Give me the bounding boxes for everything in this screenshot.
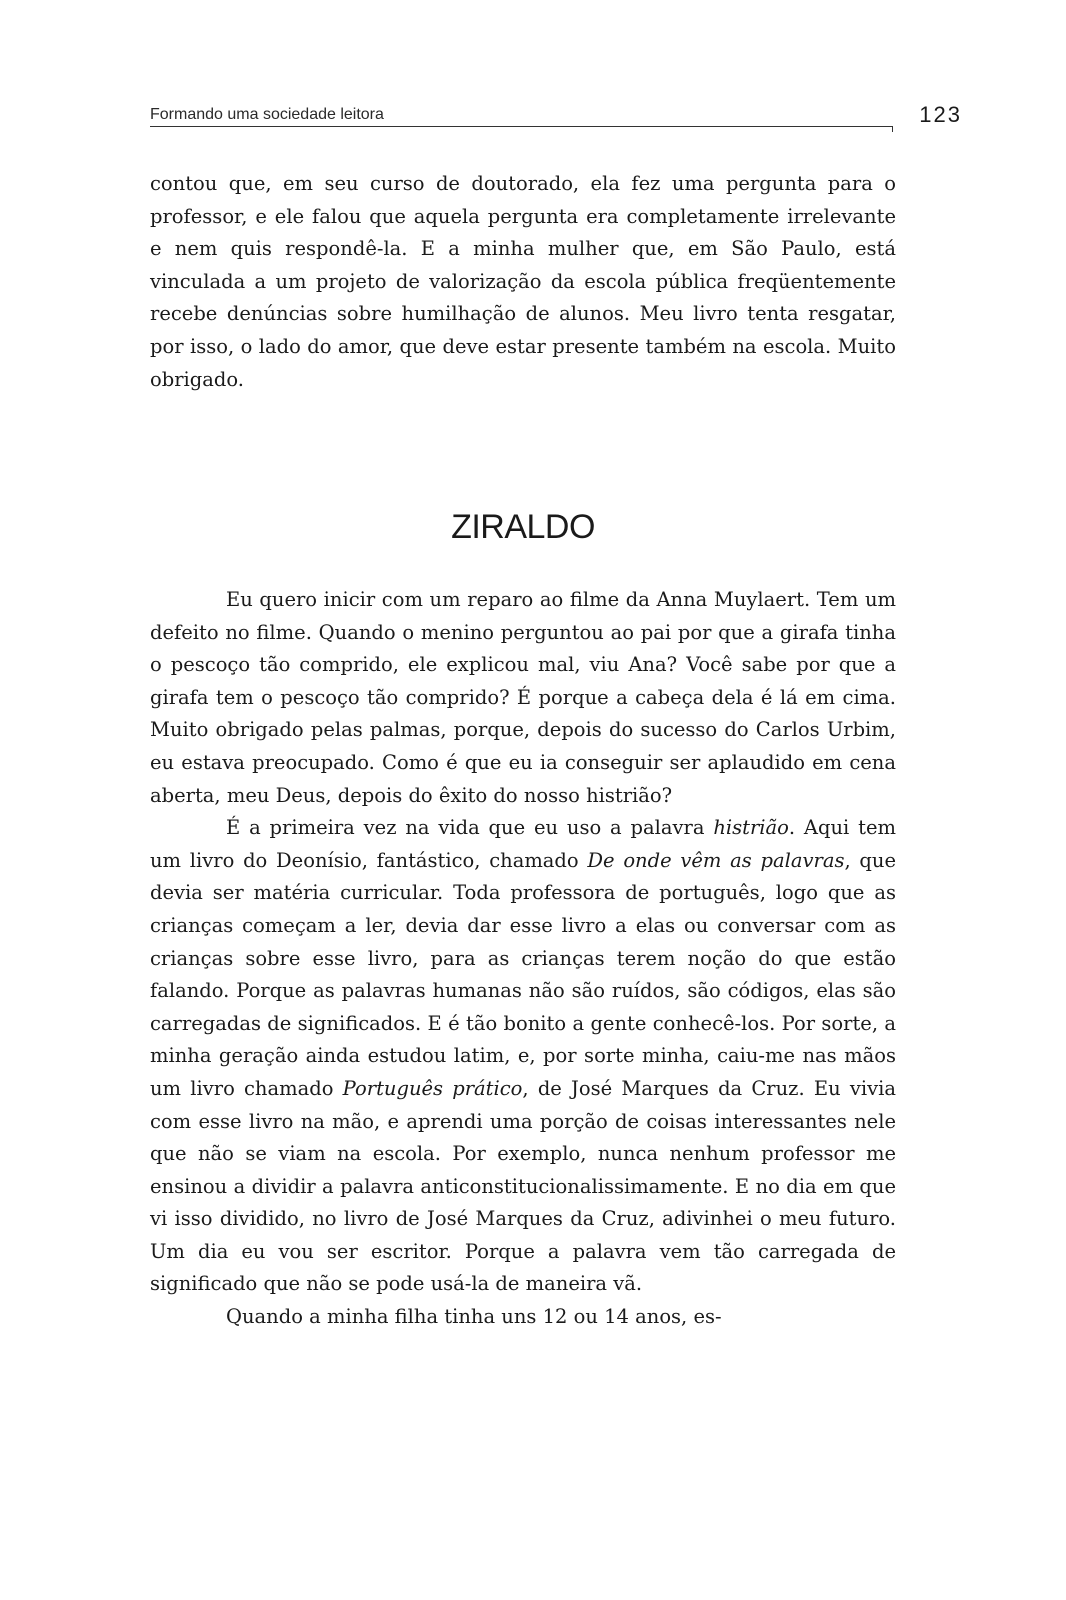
continuation-text: contou que, em seu curso de doutorado, ela fez uma pergunta para o professor, e ele falou que aquela pergunta era completamente irrelevante e nem quis respondê-la. E a minha mulher que, em São Paulo, está vinculada a um projeto de valorização da escola pública freqüentemente recebe denúncias sobre humilhação de alunos. Meu livro tenta resgatar, por isso, o lado do amor, que deve estar presente também na escola. Muito obrigado.	[150, 172, 896, 391]
header-rule-tick	[892, 126, 893, 132]
page-number: 123	[919, 102, 962, 127]
header-rule	[150, 126, 892, 127]
paragraph-2-text-2: . Aqui tem um livro do Deonísio, fantástico, chamado	[150, 816, 896, 872]
italic-term-histriao: histrião	[713, 816, 789, 840]
italic-book-title-1: De onde vêm as palavras	[587, 848, 845, 872]
paragraph-2-text-4: , de José Marques da Cruz. Eu vivia com esse livro na mão, e aprendi uma porção de coisas interessantes nele que não se viam na escola. Por exemplo, nunca nenhum professor me ensinou a dividir a palavra anticonstitucionalissimamente. E no dia em que vi isso dividido, no livro de José Marques da Cruz, adivinhei o meu futuro. Um dia eu vou ser escritor. Porque a palavra vem tão carregada de significado que não se pode usá-la de maneira vã.	[150, 1076, 896, 1296]
section-body	[150, 584, 896, 1334]
running-header	[150, 100, 962, 136]
italic-book-title-2: Português prático	[342, 1076, 523, 1100]
paragraph-2	[150, 812, 896, 1301]
paragraph-2-text-1: É a primeira vez na vida que eu uso a palavra	[226, 816, 714, 840]
continuation-paragraph	[150, 168, 896, 396]
section-heading: ZIRALDO	[451, 508, 595, 546]
running-title: Formando uma sociedade leitora	[150, 106, 384, 123]
paragraph-3: Quando a minha filha tinha uns 12 ou 14 anos, es-	[226, 1305, 722, 1329]
paragraph-2-text-3: , que devia ser matéria curricular. Toda professora de português, logo que as crianças começam a ler, devia dar esse livro a elas ou conversar com as crianças sobre esse livro, para as crianças terem noção do que estão falando. Porque as palavras humanas não são ruídos, são códigos, elas são carregadas de significados. E é tão bonito a gente conhecê-los. Por sorte, a minha geração ainda estudou latim, e, por sorte minha, caiu-me nas mãos um livro chamado	[150, 848, 897, 1100]
paragraph-1: Eu quero inicir com um reparo ao filme da Anna Muylaert. Tem um defeito no filme. Quando o menino perguntou ao pai por que a girafa tinha o pescoço tão comprido, ele explicou mal, viu Ana? Você sabe por que a girafa tem o pescoço tão comprido? É porque a cabeça dela é lá em cima. Muito obrigado pelas palmas, porque, depois do sucesso do Carlos Urbim, eu estava preocupado. Como é que eu ia conseguir ser aplaudido em cena aberta, meu Deus, depois do êxito do nosso histrião?	[150, 588, 896, 807]
